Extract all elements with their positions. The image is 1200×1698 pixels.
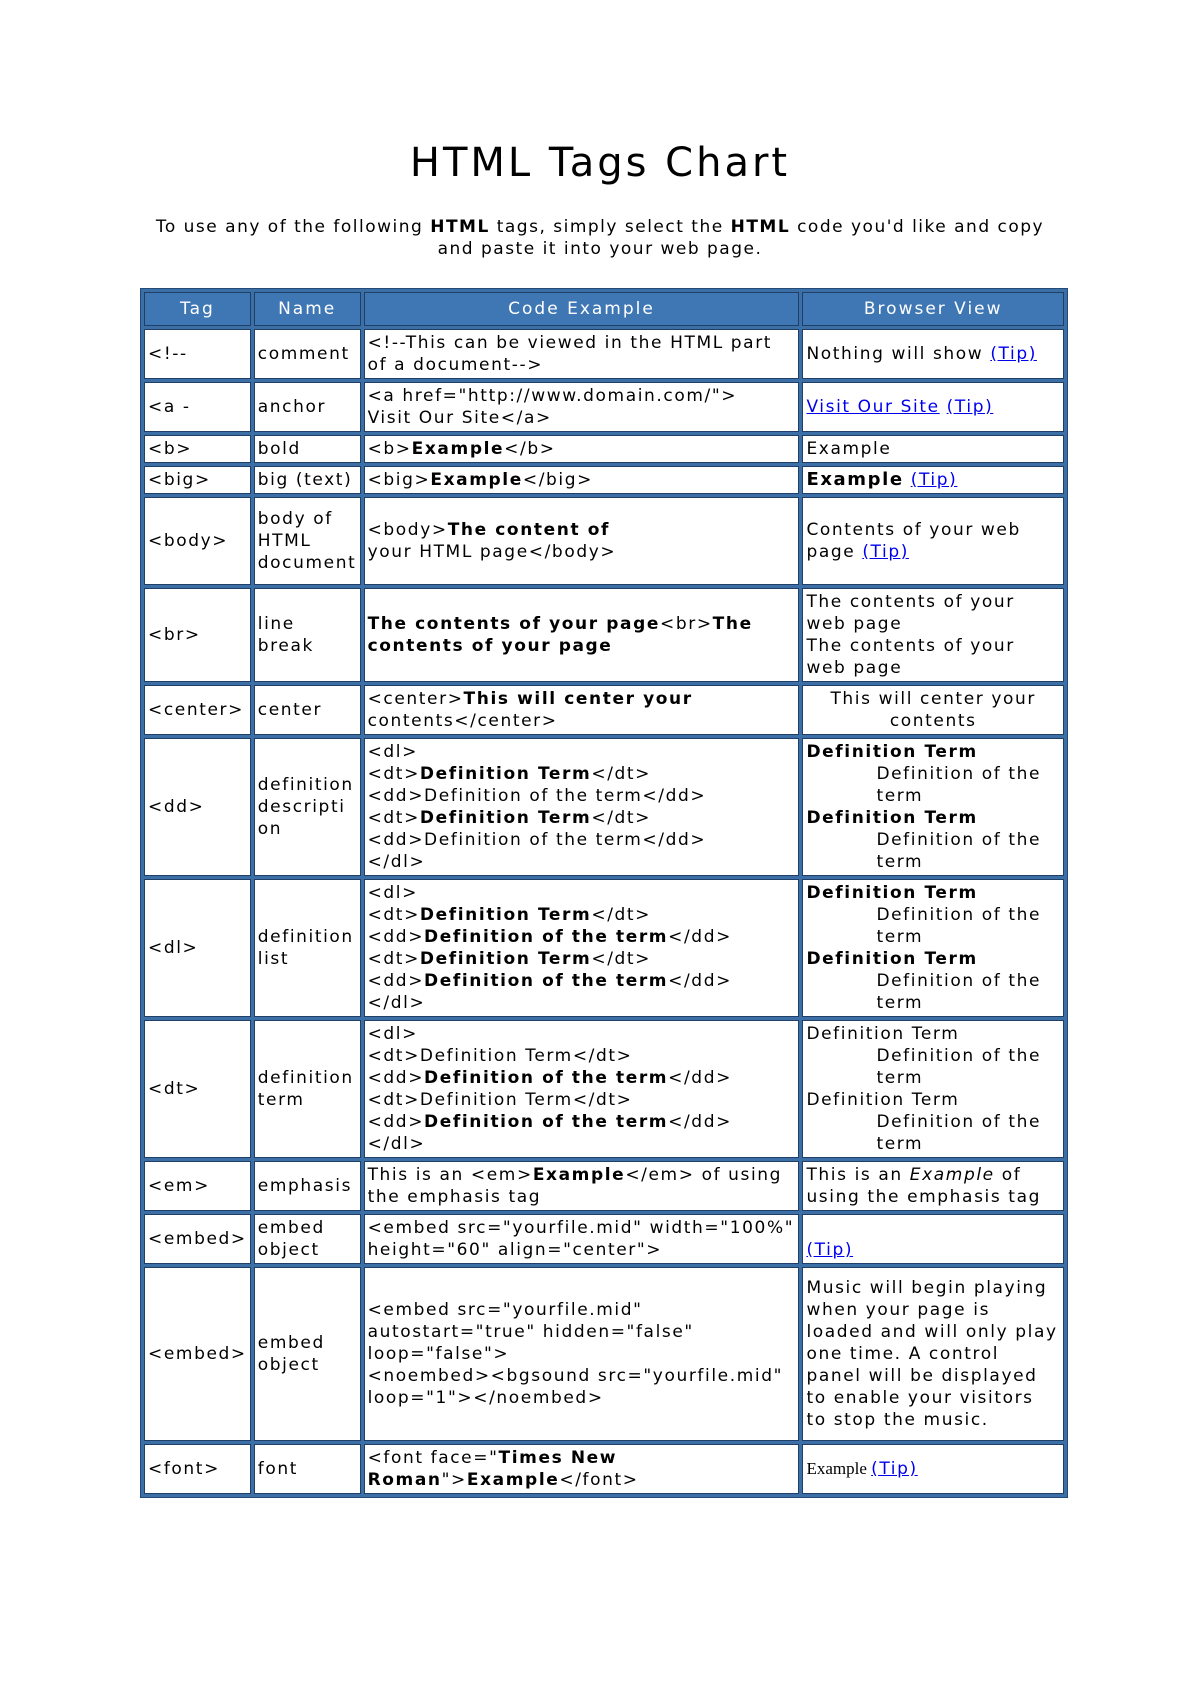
code-cell: <big>Example</big> [364,466,800,494]
name-cell: center [254,685,361,735]
header-browser-view: Browser View [802,292,1064,326]
header-row [144,292,1064,326]
name-cell: embed object [254,1214,361,1264]
view-cell: Example [802,435,1064,463]
name-cell: bold [254,435,361,463]
tag-cell: <center> [144,685,251,735]
code-cell: <dl> <dt>Definition Term</dt> <dd>Definition of the term</dd> <dt>Definition Term</dt> <dd>Definition of the term</dd> </dl> [364,1020,800,1158]
view-cell: Example (Tip) [802,466,1064,494]
view-cell: Contents of your web page (Tip) [802,497,1064,585]
tag-cell: <dd> [144,738,251,876]
tag-cell: <!-- [144,329,251,379]
code-cell: <embed src="yourfile.mid" autostart="true" hidden="false" loop="false"> <noembed><bgsound src="yourfile.mid" loop="1"></noembed> [364,1267,800,1441]
tip-link[interactable]: (Tip) [946,397,994,417]
tip-link[interactable]: (Tip) [990,344,1037,364]
tip-link[interactable]: (Tip) [910,470,958,490]
code-cell: <!--This can be viewed in the HTML part of a document--> [364,329,800,379]
view-cell: Definition Term Definition of the term Definition Term Definition of the term [802,1020,1064,1158]
intro-text: To use any of the following HTML tags, simply select the HTML code you'd like and copy and paste it into your web page. [155,217,1045,259]
code-cell: <font face="Times New Roman">Example</font> [364,1444,800,1494]
tip-link[interactable]: (Tip) [862,542,909,562]
tag-cell: <font> [144,1444,251,1494]
page-title: HTML Tags Chart [409,140,791,186]
table-row [144,466,1064,494]
table-row [144,1161,1064,1211]
name-cell: comment [254,329,361,379]
code-cell: <embed src="yourfile.mid" width="100%" height="60" align="center"> [364,1214,800,1264]
visit-site-link[interactable]: Visit Our Site [806,397,940,417]
name-cell: anchor [254,382,361,432]
view-cell: The contents of your web page The contents of your web page [802,588,1064,682]
tag-cell: <dl> [144,879,251,1017]
tag-cell: <em> [144,1161,251,1211]
table-row [144,382,1064,432]
name-cell: body of HTML document [254,497,361,585]
table-row [144,1214,1064,1264]
code-cell: <b>Example</b> [364,435,800,463]
view-cell: Music will begin playing when your page is loaded and will only play one time. A control panel will be displayed to enable your visitors to stop the music. [802,1267,1064,1441]
view-cell: Nothing will show (Tip) [802,329,1064,379]
tag-cell: <br> [144,588,251,682]
table-row [144,497,1064,585]
tip-link[interactable]: (Tip) [871,1459,918,1479]
header-code-example: Code Example [364,292,800,326]
view-cell [802,382,1064,432]
tag-cell: <big> [144,466,251,494]
code-cell: <dl> <dt>Definition Term</dt> <dd>Definition of the term</dd> <dt>Definition Term</dt> <dd>Definition of the term</dd> </dl> [364,738,800,876]
table-row [144,879,1064,1017]
code-cell: <center>This will center your contents</center> [364,685,800,735]
tag-cell: <b> [144,435,251,463]
table-row [144,435,1064,463]
code-cell: This is an <em>Example</em> of using the emphasis tag [364,1161,800,1211]
tag-cell: <embed> [144,1214,251,1264]
name-cell: definition term [254,1020,361,1158]
header-tag: Tag [144,292,251,326]
name-cell: embed object [254,1267,361,1441]
table-row [144,329,1064,379]
table-row [144,1444,1064,1494]
name-cell: emphasis [254,1161,361,1211]
name-cell: line break [254,588,361,682]
view-cell: Example (Tip) [802,1444,1064,1494]
tag-cell: <dt> [144,1020,251,1158]
code-cell: The contents of your page<br>The contents of your page [364,588,800,682]
tags-chart-table [140,288,1068,1498]
tag-cell: <embed> [144,1267,251,1441]
header-name: Name [254,292,361,326]
name-cell: big (text) [254,466,361,494]
view-cell: This will center your contents [802,685,1064,735]
name-cell: definition list [254,879,361,1017]
table-row [144,685,1064,735]
name-cell: font [254,1444,361,1494]
code-cell: <dl> <dt>Definition Term</dt> <dd>Definition of the term</dd> <dt>Definition Term</dt> <dd>Definition of the term</dd> </dl> [364,879,800,1017]
tag-cell: <a - [144,382,251,432]
table-row [144,588,1064,682]
code-cell: <body>The content of your HTML page</body> [364,497,800,585]
table-row [144,1267,1064,1441]
table-row [144,1020,1064,1158]
view-cell: Definition Term Definition of the term Definition Term Definition of the term [802,879,1064,1017]
tip-link[interactable]: (Tip) [806,1240,854,1260]
table-row [144,738,1064,876]
view-cell: Definition Term Definition of the term Definition Term Definition of the term [802,738,1064,876]
code-cell: <a href="http://www.domain.com/"> Visit Our Site</a> [364,382,800,432]
view-cell [802,1214,1064,1264]
name-cell: definition description [254,738,361,876]
view-cell: This is an Example of using the emphasis tag [802,1161,1064,1211]
tag-cell: <body> [144,497,251,585]
